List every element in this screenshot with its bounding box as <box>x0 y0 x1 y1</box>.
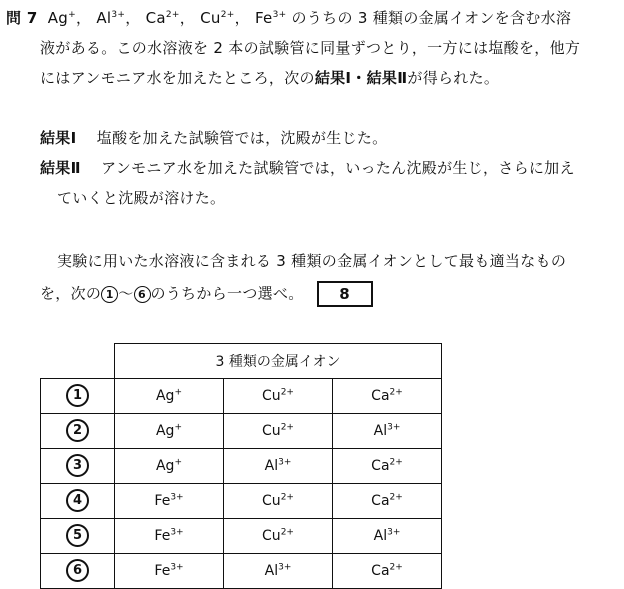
ion-cell: $Fe^{3+}$ <box>115 483 224 518</box>
choice-number-badge[interactable]: 5 <box>66 524 89 547</box>
question-line-2: 液がある。この水溶液を 2 本の試験管に同量ずつとり，一方には塩酸を，他方 <box>40 39 581 57</box>
result-1-text: 塩酸を加えた試験管では，沈殿が生じた。 <box>96 129 388 147</box>
table-row[interactable] <box>41 483 442 518</box>
ion-cell: $Al^{3+}$ <box>333 413 442 448</box>
ion-cell: Ag+ <box>115 448 224 483</box>
choice-number-badge[interactable]: 6 <box>66 559 89 582</box>
table-header: 3 種類の金属イオン <box>115 344 442 379</box>
result-2-label: 結果Ⅱ <box>40 159 81 177</box>
ion-cell: $Al^{3+}$ <box>224 448 333 483</box>
choice-first-badge: 1 <box>101 286 118 303</box>
result-1 <box>40 128 387 148</box>
ion-cell: Ag+ <box>115 378 224 413</box>
answer-box[interactable]: 8 <box>317 281 373 307</box>
ion-item: $Ca^{2+}$ <box>145 9 180 27</box>
question-number: 問 7 <box>6 9 38 27</box>
ion-cell: $Ca^{2+}$ <box>333 378 442 413</box>
result-ref-2: 結果Ⅱ <box>366 69 408 87</box>
prompt-line-2: を，次の 1 ～ 6 のうちから一つ選べ。 8 <box>40 281 373 307</box>
table-row[interactable] <box>41 413 442 448</box>
ion-item: $Cu^{2+}$ <box>200 9 235 27</box>
choice-number-badge[interactable]: 3 <box>66 454 89 477</box>
result-ref-1: 結果Ⅰ <box>314 69 352 87</box>
question-text: のうちの 3 種類の金属イオンを含む水溶 <box>291 9 572 27</box>
ion-cell: $Al^{3+}$ <box>224 553 333 588</box>
choice-table <box>40 343 442 589</box>
result-1-label: 結果Ⅰ <box>40 129 77 147</box>
prompt-line-1: 実験に用いた水溶液に含まれる 3 種類の金属イオンとして最も適当なもの <box>57 252 567 270</box>
question-line-1 <box>6 8 571 28</box>
choice-number-badge[interactable]: 1 <box>66 384 89 407</box>
choice-number-badge[interactable]: 2 <box>66 419 89 442</box>
ion-list: Ag+， $Al^{3+}$， $Ca^{2+}$， $Cu^{2+}$， $Fe^{3+}$ <box>47 9 287 27</box>
ion-cell: $Al^{3+}$ <box>333 518 442 553</box>
table-row[interactable] <box>41 448 442 483</box>
ion-item: $Fe^{3+}$ <box>254 9 287 27</box>
choice-number-badge[interactable]: 4 <box>66 489 89 512</box>
ion-cell: $Fe^{3+}$ <box>115 518 224 553</box>
ion-cell: $Ca^{2+}$ <box>333 553 442 588</box>
ion-cell: $Ca^{2+}$ <box>333 448 442 483</box>
ion-cell: $Cu^{2+}$ <box>224 483 333 518</box>
result-2-cont: ていくと沈殿が溶けた。 <box>57 189 226 207</box>
result-2 <box>40 158 575 178</box>
table-row[interactable] <box>41 553 442 588</box>
ion-cell: $Cu^{2+}$ <box>224 413 333 448</box>
table-row[interactable] <box>41 378 442 413</box>
ion-cell: Ag+ <box>115 413 224 448</box>
ion-cell: $Ca^{2+}$ <box>333 483 442 518</box>
ion-cell: $Cu^{2+}$ <box>224 518 333 553</box>
table-row[interactable] <box>41 518 442 553</box>
ion-cell: $Fe^{3+}$ <box>115 553 224 588</box>
result-2-text: アンモニア水を加えた試験管では，いったん沈殿が生じ，さらに加え <box>101 159 575 177</box>
choice-last-badge: 6 <box>134 286 151 303</box>
ion-item: Ag+ <box>47 9 76 27</box>
question-line-3: にはアンモニア水を加えたところ，次の結果Ⅰ・結果Ⅱが得られた。 <box>40 69 500 87</box>
ion-cell: $Cu^{2+}$ <box>224 378 333 413</box>
ion-item: $Al^{3+}$ <box>96 9 126 27</box>
